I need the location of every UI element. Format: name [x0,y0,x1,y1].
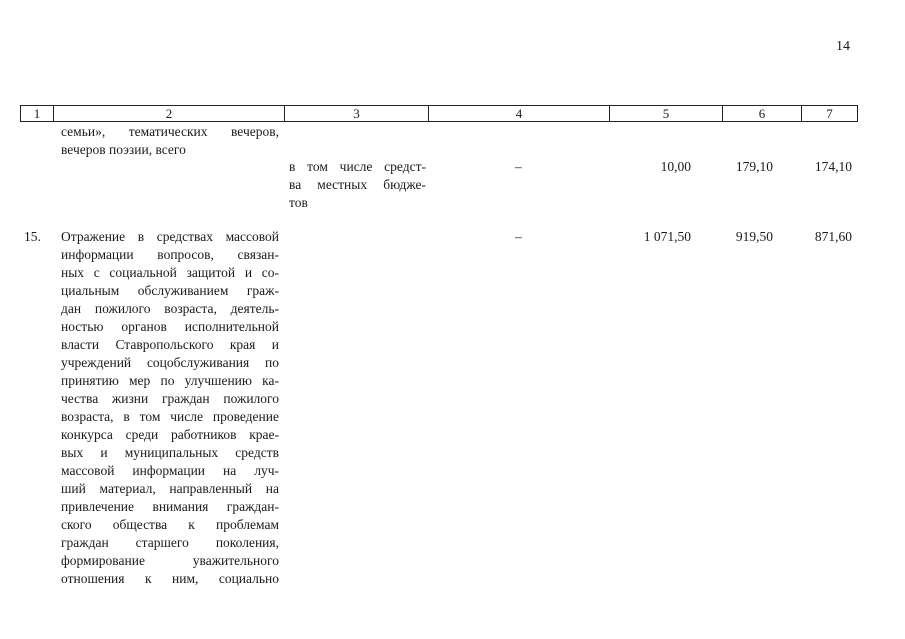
row-15-desc-line: формирование уважительного [61,553,279,568]
row-15-desc-line: ностью органов исполнительной [61,319,279,334]
header-col-7: 7 [826,106,833,121]
header-col-2: 2 [54,106,285,121]
continued-col5-value: 10,00 [660,159,691,174]
continued-source-line: тов [289,195,308,210]
row-15-desc-line: ший материал, направленный на [61,481,279,496]
header-col-1: 1 [21,106,54,121]
continued-source-line: в том числе средст- [289,159,426,174]
row-15-desc-line: Отражение в средствах массовой [61,229,279,244]
row-15-desc-line: конкурса среди работников крае- [61,427,279,442]
row-15-desc-line: чества жизни граждан пожилого [61,391,279,406]
row-15-col4-dash: – [515,229,522,244]
continued-col4-dash: – [515,159,522,174]
row-15-desc-line: учреждений соцобслуживания по [61,355,279,370]
continued-desc-line: вечеров поэзии, всего [61,142,186,157]
header-col-5: 5 [610,106,723,121]
row-number: 15. [24,229,41,244]
row-15-desc-line: циальным обслуживанием граж- [61,283,279,298]
table-header-row [20,105,858,122]
row-15-desc-line: ского общества к проблемам [61,517,279,532]
continued-col6-value: 179,10 [735,159,773,174]
header-col-6: 6 [723,106,802,121]
row-15-col6-value: 919,50 [735,229,773,244]
row-15-col5-value: 1 071,50 [643,229,691,244]
row-15-desc-line: вых и муниципальных средств [61,445,279,460]
row-15-desc-line: привлечение внимания граждан- [61,499,279,514]
row-15-desc-line: информации вопросов, связан- [61,247,279,262]
row-15-desc-line: власти Ставропольского края и [61,337,279,352]
row-15-description [61,228,279,588]
header-col-3: 3 [285,106,429,121]
row-15-desc-line: принятию мер по улучшению ка- [61,373,279,388]
continued-col7-value: 174,10 [814,159,852,174]
row-15-desc-line: отношения к ним, социально [61,571,279,586]
row-15-desc-line: граждан старшего поколения, [61,535,279,550]
header-col-4: 4 [429,106,610,121]
row-15-col7-value: 871,60 [814,229,852,244]
continued-source-line: ва местных бюдже- [289,177,426,192]
continued-desc-line: семьи», тематических вечеров, [61,124,279,139]
row-15-desc-line: ных с социальной защитой и со- [61,265,279,280]
row-15-desc-line: возраста, в том числе проведение [61,409,279,424]
page-number: 14 [836,39,850,54]
row-15-desc-line: дан пожилого возраста, деятель- [61,301,279,316]
row-15-desc-line: массовой информации на луч- [61,463,279,478]
